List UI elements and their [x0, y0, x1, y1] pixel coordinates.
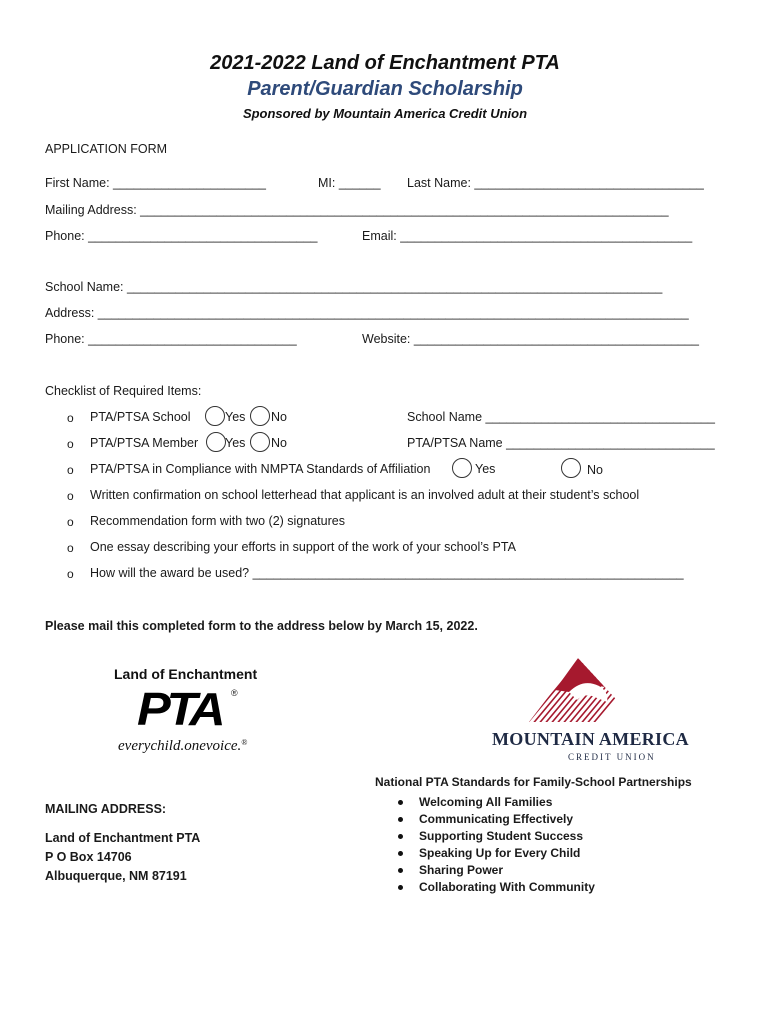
standards-item: Communicating Effectively: [398, 812, 573, 826]
pta-school-yes-label: Yes: [225, 410, 246, 424]
page-title: 2021-2022 Land of Enchantment PTA: [210, 52, 560, 74]
standards-heading: National PTA Standards for Family-School Partnerships: [375, 775, 692, 789]
pta-name-field[interactable]: PTA/PTSA Name ______________________________: [407, 436, 715, 450]
pta-member-no-radio[interactable]: [250, 432, 270, 452]
mailing-line-1: Land of Enchantment PTA: [45, 831, 201, 845]
pta-registered: ®: [231, 688, 238, 698]
school-name-field[interactable]: School Name: _____________________________________________________________________________: [45, 280, 663, 294]
standards-item: Speaking Up for Every Child: [398, 846, 580, 860]
mail-deadline-notice: Please mail this completed form to the address below by March 15, 2022.: [45, 619, 478, 633]
first-name-field[interactable]: First Name: ______________________: [45, 176, 267, 190]
compliance-yes-radio[interactable]: [452, 458, 472, 478]
page-subtitle: Parent/Guardian Scholarship: [247, 78, 523, 100]
phone-field[interactable]: Phone: _________________________________: [45, 229, 318, 243]
checklist-bullet: o: [67, 541, 74, 555]
sponsor-line: Sponsored by Mountain America Credit Union: [242, 106, 528, 121]
mailing-address-field[interactable]: Mailing Address: ____________________________________________________________________________: [45, 203, 669, 217]
standards-item: Collaborating With Community: [398, 880, 595, 894]
pta-member-no-label: No: [271, 436, 287, 450]
checklist-item-pta-school: PTA/PTSA School: [90, 410, 191, 424]
standards-item: Supporting Student Success: [398, 829, 583, 843]
checklist-bullet: o: [67, 489, 74, 503]
checklist-bullet: o: [67, 567, 74, 581]
checklist-item-recommendation: Recommendation form with two (2) signatures: [90, 514, 345, 528]
checklist-bullet: o: [67, 515, 74, 529]
mountain-america-eagle-icon: [525, 656, 640, 724]
checklist-item-essay: One essay describing your efforts in support of the work of your school’s PTA: [90, 540, 516, 554]
compliance-no-label: No: [587, 463, 603, 477]
form-heading: APPLICATION FORM: [45, 142, 168, 156]
pta-tagline-b: onevoice.: [184, 738, 242, 754]
school-address-field[interactable]: Address: _____________________________________________________________________________________: [45, 306, 689, 320]
last-name-field[interactable]: Last Name: _________________________________: [407, 176, 704, 190]
pta-tagline-a: everychild.: [118, 738, 185, 754]
website-field[interactable]: Website: _________________________________________: [362, 332, 699, 346]
macu-logo-name: MOUNTAIN AMERICA: [492, 729, 689, 749]
email-field[interactable]: Email: __________________________________________: [362, 229, 693, 243]
macu-logo-sub: CREDIT UNION: [568, 752, 656, 762]
compliance-no-radio[interactable]: [561, 458, 581, 478]
mailing-heading: MAILING ADDRESS:: [45, 802, 167, 816]
checklist-bullet: o: [67, 463, 74, 477]
mailing-line-2: P O Box 14706: [45, 850, 132, 864]
pta-member-yes-radio[interactable]: [206, 432, 226, 452]
checklist-heading: Checklist of Required Items:: [45, 384, 202, 398]
mi-field[interactable]: MI: ______: [318, 176, 381, 190]
pta-logo-heading: Land of Enchantment: [114, 666, 258, 682]
school-name-check-field[interactable]: School Name _________________________________: [407, 410, 715, 424]
pta-school-no-label: No: [271, 410, 287, 424]
standards-item: Welcoming All Families: [398, 795, 552, 809]
checklist-bullet: o: [67, 411, 74, 425]
checklist-item-compliance: PTA/PTSA in Compliance with NMPTA Standards of Affiliation: [90, 462, 431, 476]
school-phone-field[interactable]: Phone: ______________________________: [45, 332, 297, 346]
pta-tagline-registered: ®: [241, 738, 248, 747]
award-use-field[interactable]: How will the award be used? ______________________________________________________________: [90, 566, 684, 580]
standards-item: Sharing Power: [398, 863, 503, 877]
pta-school-yes-radio[interactable]: [205, 406, 225, 426]
pta-logo-mark: PTA: [137, 683, 222, 735]
checklist-bullet: o: [67, 437, 74, 451]
mailing-line-3: Albuquerque, NM 87191: [45, 869, 187, 883]
pta-member-yes-label: Yes: [225, 436, 246, 450]
checklist-item-letterhead: Written confirmation on school letterhead that applicant is an involved adult at their student’s school: [90, 488, 640, 502]
checklist-item-pta-member: PTA/PTSA Member: [90, 436, 199, 450]
pta-school-no-radio[interactable]: [250, 406, 270, 426]
compliance-yes-label: Yes: [475, 462, 496, 476]
